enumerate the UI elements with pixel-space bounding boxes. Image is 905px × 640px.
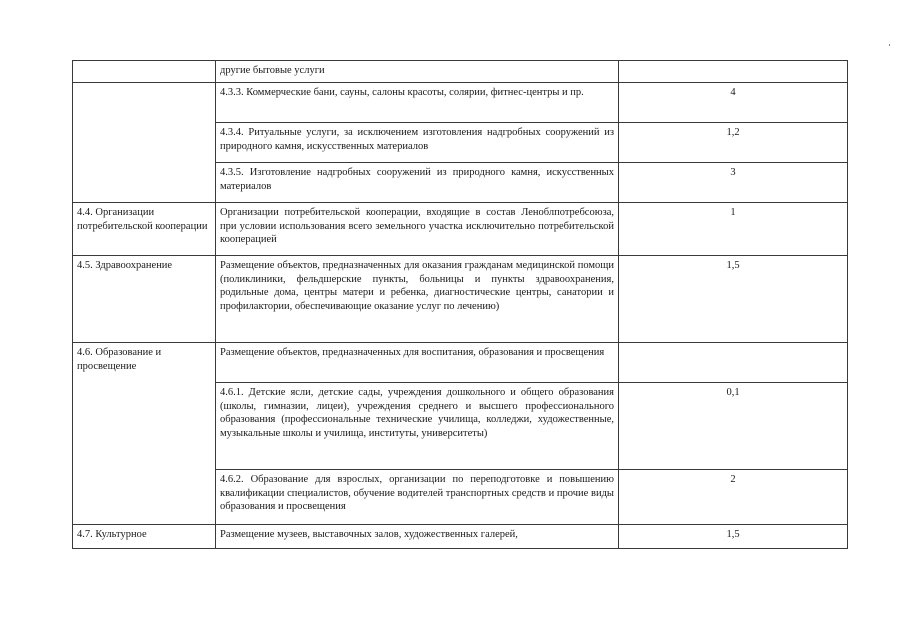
category-cell: 4.5. Здравоохранение	[73, 256, 216, 343]
category-cell	[73, 123, 216, 163]
value-cell: 1	[619, 203, 848, 256]
category-cell: 4.4. Организации потребительской кооперации	[73, 203, 216, 256]
description-cell: Размещение музеев, выставочных залов, художественных галерей,	[216, 525, 619, 549]
table-row	[73, 163, 848, 203]
value-cell: 1,5	[619, 525, 848, 549]
value-cell: 3	[619, 163, 848, 203]
category-cell	[73, 83, 216, 123]
description-cell: Размещение объектов, предназначенных для оказания гражданам медицинской помощи (поликлиники, фельдшерские пункты, больницы и пункты здравоохранения, родильные дома, центры матери и ребенка, диагностические центры, санатории и профилактории, обеспечивающие оказание услуг по лечению)	[216, 256, 619, 343]
value-cell	[619, 61, 848, 83]
description-cell: 4.3.5. Изготовление надгробных сооружений из природного камня, искусственных материалов	[216, 163, 619, 203]
value-cell: 2	[619, 470, 848, 525]
table-row	[73, 256, 848, 343]
table-row	[73, 123, 848, 163]
value-cell: 0,1	[619, 383, 848, 470]
value-cell: 4	[619, 83, 848, 123]
description-cell: Организации потребительской кооперации, входящие в состав Леноблпотребсоюза, при условии использования всего земельного участка исключительно потребительской кооперацией	[216, 203, 619, 256]
scan-artifact	[889, 44, 890, 46]
table-row	[73, 61, 848, 83]
description-cell: другие бытовые услуги	[216, 61, 619, 83]
category-cell	[73, 470, 216, 525]
category-cell	[73, 383, 216, 470]
table-row	[73, 470, 848, 525]
table-row	[73, 83, 848, 123]
coefficient-table	[72, 60, 848, 549]
category-cell: 4.6. Образование и просвещение	[73, 343, 216, 383]
category-cell	[73, 163, 216, 203]
table-row	[73, 203, 848, 256]
description-cell: 4.6.2. Образование для взрослых, организации по переподготовке и повышению квалификации специалистов, обучение водителей транспортных средств и прочие виды образования и просвещения	[216, 470, 619, 525]
value-cell: 1,5	[619, 256, 848, 343]
table-row	[73, 343, 848, 383]
description-cell: 4.3.4. Ритуальные услуги, за исключением изготовления надгробных сооружений из природного камня, искусственных материалов	[216, 123, 619, 163]
table-row	[73, 525, 848, 549]
table-row	[73, 383, 848, 470]
value-cell	[619, 343, 848, 383]
value-cell: 1,2	[619, 123, 848, 163]
category-cell: 4.7. Культурное	[73, 525, 216, 549]
category-cell	[73, 61, 216, 83]
description-cell: 4.3.3. Коммерческие бани, сауны, салоны красоты, солярии, фитнес-центры и пр.	[216, 83, 619, 123]
description-cell: Размещение объектов, предназначенных для воспитания, образования и просвещения	[216, 343, 619, 383]
description-cell: 4.6.1. Детские ясли, детские сады, учреждения дошкольного и общего образования (школы, гимназии, лицеи), учреждения среднего и высшего профессионального образования (профессиональные технические училища, колледжи, художественные, музыкальные школы и училища, институты, университеты)	[216, 383, 619, 470]
